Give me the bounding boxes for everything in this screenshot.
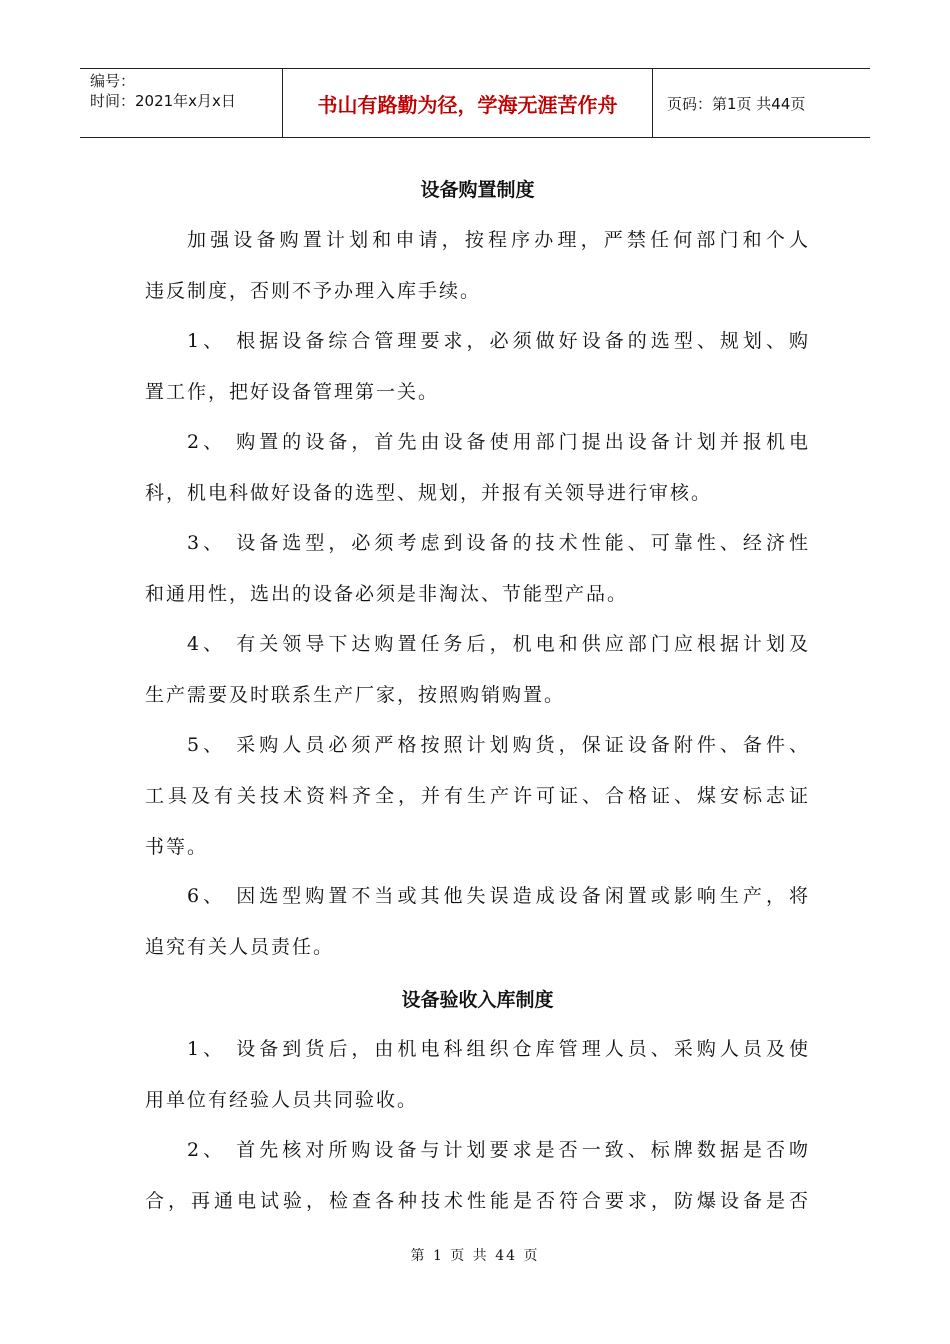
paragraph [145,215,810,317]
paragraph [145,619,810,721]
header-motto: 书山有路勤为径，学海无涯苦作舟 [283,69,653,137]
page-footer: 第 1 页 共 44 页 [410,1248,540,1264]
paragraph-line: 4、 有关领导下达购置任务后，机电和供应部门应根据计划及 [187,633,810,655]
paragraph-line: 5、 采购人员必须严格按照计划购货，保证设备附件、备件、 [187,734,810,756]
paragraph-line: 追究有关人员责任。 [145,936,335,958]
page-header [80,68,870,138]
paragraph-line: 置工作，把好设备管理第一关。 [145,381,440,403]
paragraph [145,518,810,620]
paragraph-line: 科，机电科做好设备的选型、规划，并报有关领导进行审核。 [145,482,713,504]
paragraph [145,417,810,519]
header-meta [80,69,283,137]
section-title-acceptance: 设备验收入库制度 [401,989,554,1011]
paragraph-line: 3、 设备选型，必须考虑到设备的技术性能、可靠性、经济性 [187,532,810,554]
paragraph-line: 工具及有关技术资料齐全，并有生产许可证、合格证、煤安标志证 [145,785,810,807]
paragraph [145,316,810,418]
paragraph [145,720,810,873]
paragraph-line: 用单位有经验人员共同验收。 [145,1089,419,1111]
paragraph-line: 违反制度，否则不予办理入库手续。 [145,280,482,302]
time-label: 时间：2021年x月x日 [90,92,236,110]
paragraph-line: 合，再通电试验，检查各种技术性能是否符合要求，防爆设备是否 [145,1190,810,1212]
paragraph-line: 生产需要及时联系生产厂家，按照购销购置。 [145,684,566,706]
paragraph-line: 1、 设备到货后，由机电科组织仓库管理人员、采购人员及使 [187,1038,810,1060]
paragraph [145,1024,810,1126]
paragraph-line: 2、 购置的设备，首先由设备使用部门提出设备计划并报机电 [187,431,810,453]
paragraph [145,871,810,973]
paragraph-line: 加强设备购置计划和申请，按程序办理，严禁任何部门和个人 [187,229,810,251]
paragraph-line: 书等。 [145,836,209,858]
number-label: 编号： [90,72,136,90]
paragraph-line: 6、 因选型购置不当或其他失误造成设备闲置或影响生产，将 [187,885,810,907]
paragraph-line: 2、 首先核对所购设备与计划要求是否一致、标牌数据是否吻 [187,1139,810,1161]
section-title-purchase: 设备购置制度 [420,179,535,201]
header-page-info: 页码：第1页 共44页 [667,94,806,113]
paragraph-line: 和通用性，选出的设备必须是非淘汰、节能型产品。 [145,583,629,605]
paragraph [145,1125,810,1227]
paragraph-line: 1、 根据设备综合管理要求，必须做好设备的选型、规划、购 [187,330,810,352]
